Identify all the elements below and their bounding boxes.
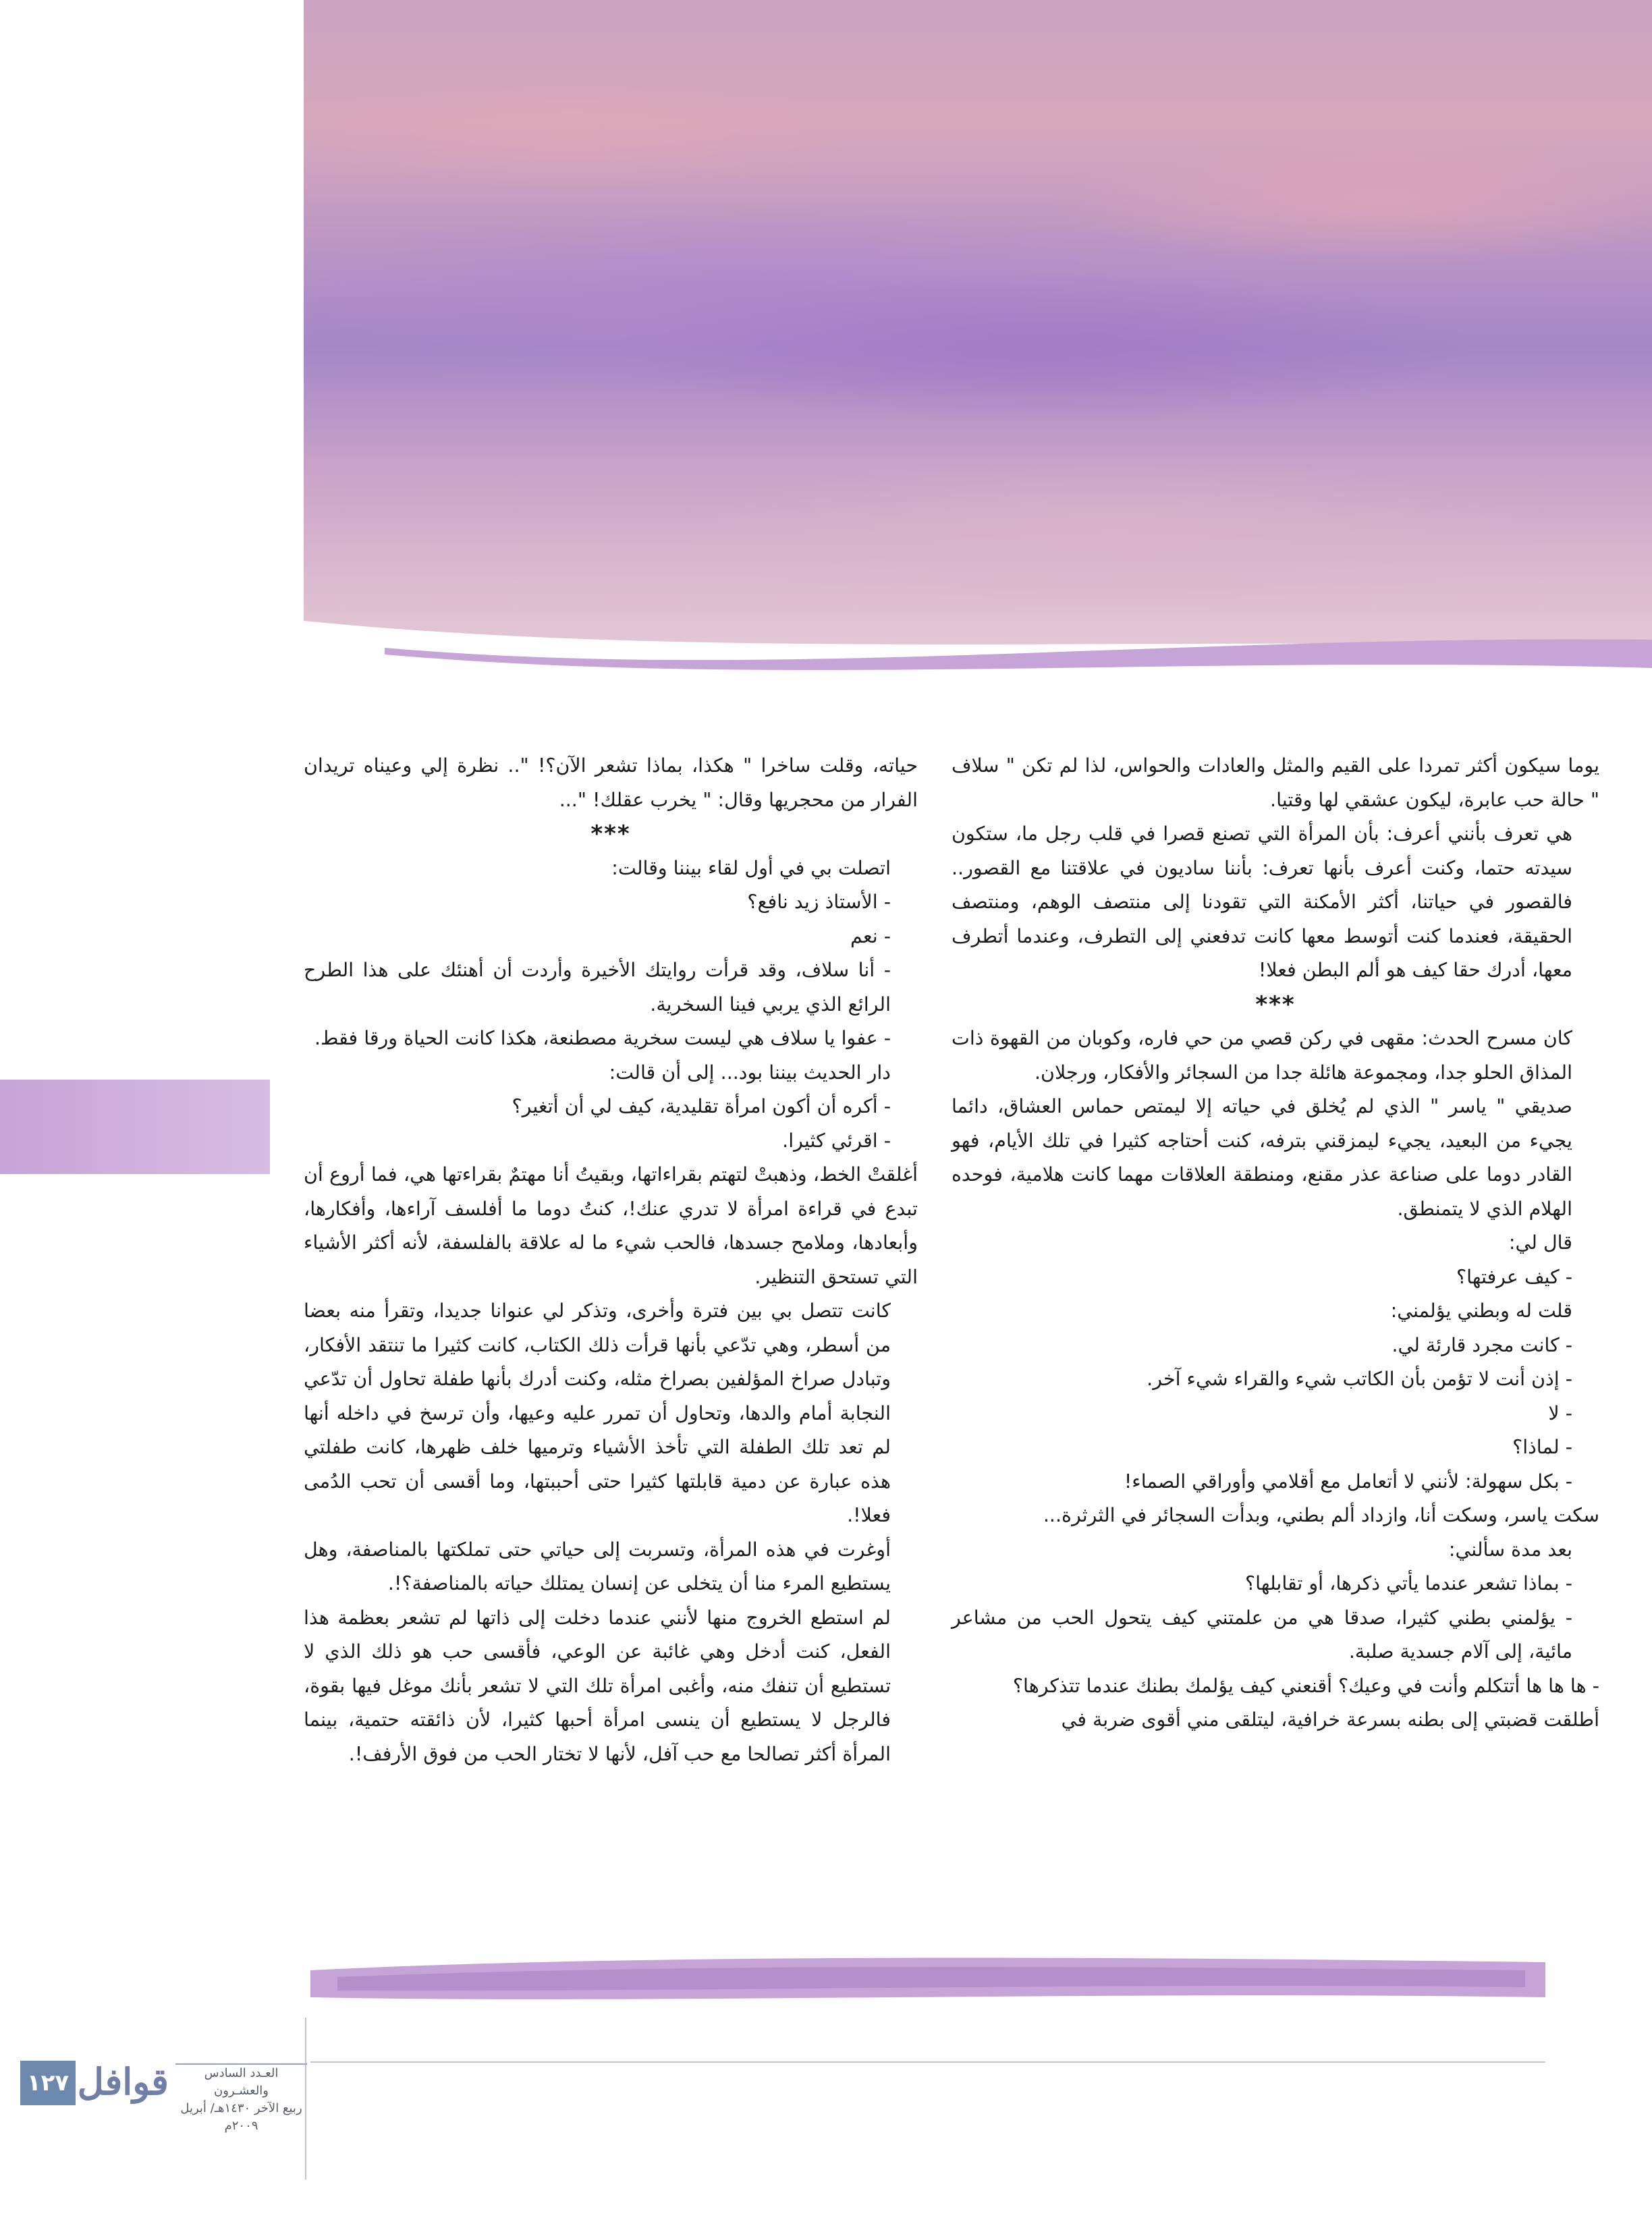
article-paragraph: - عفوا يا سلاف هي ليست سخرية مصطنعة، هكذا كانت الحياة ورقا فقط. [314,1027,891,1049]
left-margin-band [0,1080,270,1174]
article-paragraph: أغلقتْ الخط، وذهبتْ لتهتم بقراءاتها، وبقيتُ أنا مهتمٌ بقراءتها هي، فما أروع أن تبدع في قراءة امرأة لا تدري عنك!، كنتُ دوما ما أفلسف آراءها، وأفكارها، وأبعادها، وملامح جسدها، فالحب شيء ما له علاقة بالفلسفة، لأنه أكثر الأشياء التي تستحق التنظير. [304,1163,918,1288]
article-paragraph: - اقرئي كثيرا. [782,1129,891,1152]
bottom-decorative-band [310,1950,1545,2007]
article-column-right [952,749,1599,1738]
article-paragraph: قلت له وبطني يؤلمني: [1390,1300,1572,1322]
page-number: ١٢٧ [20,2061,76,2105]
article-paragraph: صديقي " ياسر " الذي لم يُخلق في حياته إلا ليمتص حماس العشاق، دائما يجيء من البعيد، يجيء ليمزقني بترفه، كنت أحتاجه كثيرا في تلك الأيام، فهو القادر دوما على صناعة عذر مقنع، ومنطقة العلاقات مهما كانت هلامية، فوحده الهلام الذي لا يتمنطق. [952,1095,1572,1220]
article-paragraph: اتصلت بي في أول لقاء بيننا وقالت: [611,856,891,879]
article-paragraph: كانت تتصل بي بين فترة وأخرى، وتذكر لي عنوانا جديدا، وتقرأ منه بعضا من أسطر، وهي تدّعي بأنها قرأت ذلك الكتاب، كانت كثيرا ما تنتقد الأفكار، وتبادل صراخ المؤلفين بصراخ مثله، وكنت أدرك بأنها طفلة تحاول أن تدّعي النجابة أمام والدها، وتحاول أن تمرر عليه وعيها، وأن ترسخ في داخله أنها لم تعد تلك الطفلة التي تأخذ الأشياء وترميها خلف ظهرها، كانت طفلتي هذه عبارة عن دمية قابلتها كثيرا حتى أحببتها، وما أقسى أن تحب الدُمى فعلا!. [304,1300,891,1526]
article-paragraph: لم استطع الخروج منها لأنني عندما دخلت إلى ذاتها لم تشعر بعظمة هذا الفعل، كنت أدخل وهي غائبة عن الوعي، فأقسى حب هو ذلك الذي لا تستطيع أن تنفك منه، وأغبى امرأة تلك التي لا تشعر بأنك موغل فيها بقوة، فالرجل لا يستطيع أن ينسى امرأة أحبها كثيرا، لأن ذائقته حتمية، بينما المرأة أكثر تصالحا مع حب آفل، لأنها لا تختار الحب من فوق الأرفف!. [304,1606,891,1765]
footer-divider [310,2061,1545,2063]
sky-photo [304,0,1652,668]
article-paragraph: قال لي: [1508,1231,1572,1254]
article-paragraph: دار الحديث بيننا بود... إلى أن قالت: [609,1061,891,1084]
article-paragraph: كان مسرح الحدث: مقهى في ركن قصي من حي فاره، وكوبان من القهوة ذات المذاق الحلو جدا، ومجموعة هائلة جدا من السجائر والأفكار، ورجلان. [952,1027,1572,1084]
article-paragraph: يوما سيكون أكثر تمردا على القيم والمثل والعادات والحواس، لذا لم تكن " سلاف " حالة حب عابرة، ليكون عشقي لها وقتيا. [952,754,1599,811]
page-footer [13,2058,304,2133]
issue-date: ربيع الآخر ١٤٣٠هـ/ أبريل ٢٠٠٩م [180,2101,302,2133]
article-paragraph: - ها ها ها أتتكلم وأنت في وعيك؟ أقنعني كيف يؤلمك بطنك عندما تتذكرها؟ [1012,1674,1599,1697]
article-paragraph: هي تعرف بأنني أعرف: بأن المرأة التي تصنع قصرا في قلب رجل ما، ستكون سيدته حتما، وكنت أعرف بأنها تعرف: بأننا ساديون في علاقتنا مع القصور.. فالقصور في حياتنا، أكثر الأمكنة التي تقودنا إلى منتصف الوهم، ومنتصف الحقيقة، فعندما كنت أتوسط معها كانت تدفعني إلى التطرف، وعندما أتطرف معها، أدرك حقا كيف هو ألم البطن فعلا! [952,823,1572,981]
article-paragraph: حياته، وقلت ساخرا " هكذا، بماذا تشعر الآن؟! ".. نظرة إلي وعيناه تريدان الفرار من محجريها وقال: " يخرب عقلك! "... [304,754,918,811]
article-paragraph: - يؤلمني بطني كثيرا، صدقا هي من علمتني كيف يتحول الحب من مشاعر مائية، إلى آلام جسدية صلبة. [952,1606,1572,1663]
article-paragraph: - نعم [850,924,891,947]
article-paragraph: - بكل سهولة: لأنني لا أتعامل مع أقلامي وأوراقي الصماء! [1124,1470,1572,1493]
article-paragraph: - إذن أنت لا تؤمن بأن الكاتب شيء والقراء شيء آخر. [1147,1368,1572,1390]
article-paragraph: - كانت مجرد قارئة لي. [1392,1333,1572,1356]
article-column-left [304,749,918,1771]
issue-number: العـدد السادس والعشـرون [204,2066,279,2098]
sky-wave-border [304,607,1652,688]
article-paragraph: سكت ياسر، وسكت أنا، وازداد ألم بطني، وبدأت السجائر في الثرثرة... [1043,1504,1599,1526]
article-paragraph: أطلقت قضبتي إلى بطنه بسرعة خرافية، ليتلقى مني أقوى ضربة في [1061,1708,1599,1731]
article-paragraph: - لماذا؟ [1512,1436,1572,1458]
article-paragraph: أوغرت في هذه المرأة، وتسربت إلى حياتي حتى تملكتها بالمناصفة، وهل يستطيع المرء منا أن يتخلى عن إنسان يمتلك حياته بالمناصفة؟!. [304,1538,891,1594]
article-paragraph: بعد مدة سألني: [1448,1538,1572,1561]
article-paragraph: - أكره أن أكون امرأة تقليدية، كيف لي أن أتغير؟ [512,1095,891,1117]
article-paragraph: - بماذا تشعر عندما يأتي ذكرها، أو تقابلها؟ [1245,1572,1572,1594]
section-separator: *** [590,821,631,847]
article-paragraph: - الأستاذ زيد نافع؟ [747,891,891,913]
article-paragraph: - كيف عرفتها؟ [1456,1265,1572,1288]
section-separator: *** [1255,991,1296,1018]
issue-info [175,2063,307,2135]
article-paragraph: - أنا سلاف، وقد قرأت روايتك الأخيرة وأردت أن أهنئك على هذا الطرح الرائع الذي يربي فينا السخرية. [304,959,891,1016]
magazine-logo: قوافل [77,2060,169,2103]
article-paragraph: - لا [1548,1401,1572,1424]
